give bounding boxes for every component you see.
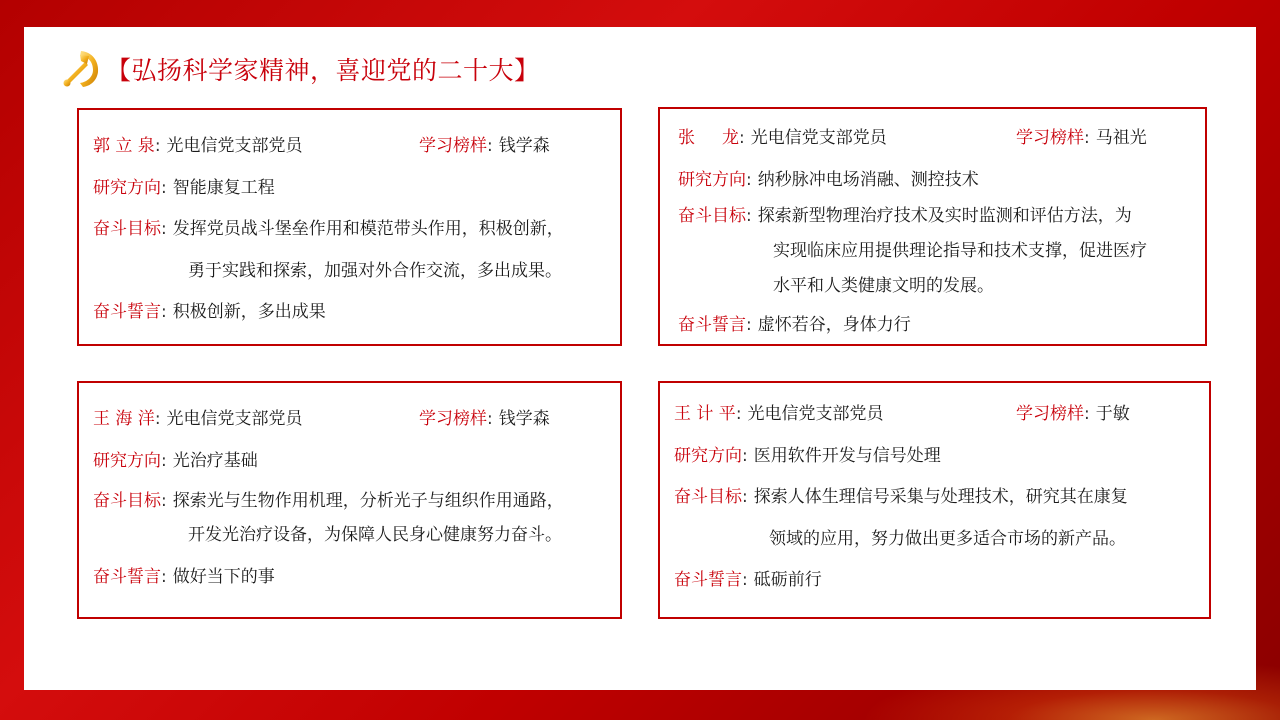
goal-continuation [769, 528, 1201, 550]
direction-label: 研究方向 [678, 170, 746, 190]
member-name: 王 计 平 [674, 404, 736, 424]
mentor-field: 学习榜样: 于敏 [1016, 404, 1130, 424]
goal-line: 领域的应用，努力做出更多适合市场的新产品。 [769, 529, 1126, 549]
member-position: 光电信党支部党员 [750, 128, 887, 148]
mentor-label: 学习榜样 [419, 409, 487, 429]
member-card [658, 107, 1207, 346]
member-name: 王 海 洋 [93, 409, 155, 429]
motto-row: 奋斗誓言: 积极创新，多出成果 [93, 302, 326, 322]
goal-row: 奋斗目标: 探索新型物理治疗技术及实时监测和评估方法，为 [678, 206, 1132, 226]
direction-row: 研究方向: 医用软件开发与信号处理 [674, 446, 941, 466]
member-card [658, 381, 1211, 619]
member-position: 光电信党支部党员 [166, 409, 303, 429]
goal-label: 奋斗目标 [674, 487, 742, 507]
mentor-label: 学习榜样 [1016, 404, 1084, 424]
direction-value: 医用软件开发与信号处理 [753, 446, 941, 466]
goal-label: 奋斗目标 [93, 219, 161, 239]
goal-continuation [188, 524, 612, 546]
title-row [58, 44, 540, 94]
goal-label: 奋斗目标 [678, 206, 746, 226]
member-name: 张 龙 [678, 128, 740, 148]
member-name-row: 郭 立 泉: 光电信党支部党员 学习榜样: 钱学森 [93, 136, 550, 156]
direction-row: 研究方向: 光治疗基础 [93, 451, 258, 471]
mentor-label: 学习榜样 [419, 136, 487, 156]
direction-value: 纳秒脉冲电场消融、测控技术 [757, 170, 979, 190]
direction-row: 研究方向: 智能康复工程 [93, 178, 275, 198]
motto-row: 奋斗誓言: 砥砺前行 [674, 570, 822, 590]
goal-line: 水平和人类健康文明的发展。 [773, 276, 994, 296]
member-name-row: 王 计 平: 光电信党支部党员 学习榜样: 于敏 [674, 404, 1130, 424]
page-title: 【弘扬科学家精神，喜迎党的二十大】 [106, 56, 540, 85]
mentor-value: 钱学森 [498, 136, 550, 156]
goal-row: 奋斗目标: 探索人体生理信号采集与处理技术，研究其在康复 [674, 487, 1128, 507]
goal-continuation [773, 275, 1197, 297]
mentor-field: 学习榜样: 马祖光 [1016, 128, 1147, 148]
member-card [77, 381, 622, 619]
motto-row: 奋斗誓言: 虚怀若谷，身体力行 [678, 315, 911, 335]
direction-row: 研究方向: 纳秒脉冲电场消融、测控技术 [678, 170, 979, 190]
mentor-value: 马祖光 [1095, 128, 1147, 148]
motto-label: 奋斗誓言 [674, 570, 742, 590]
motto-value: 做好当下的事 [172, 567, 275, 587]
member-card [77, 108, 622, 346]
direction-label: 研究方向 [93, 178, 161, 198]
motto-label: 奋斗誓言 [93, 302, 161, 322]
goal-row: 奋斗目标: 探索光与生物作用机理，分析光子与组织作用通路， [93, 491, 564, 511]
goal-label: 奋斗目标 [93, 491, 161, 511]
direction-value: 光治疗基础 [172, 451, 258, 471]
party-emblem-icon [58, 46, 104, 92]
motto-row: 奋斗誓言: 做好当下的事 [93, 567, 275, 587]
mentor-field: 学习榜样: 钱学森 [419, 409, 550, 429]
member-name-row: 王 海 洋: 光电信党支部党员 学习榜样: 钱学森 [93, 409, 550, 429]
motto-label: 奋斗誓言 [93, 567, 161, 587]
goal-line: 勇于实践和探索，加强对外合作交流，多出成果。 [188, 261, 562, 281]
direction-label: 研究方向 [93, 451, 161, 471]
motto-label: 奋斗誓言 [678, 315, 746, 335]
motto-value: 砥砺前行 [753, 570, 822, 590]
goal-continuation [773, 240, 1197, 262]
goal-continuation [188, 260, 612, 282]
goal-line: 开发光治疗设备，为保障人民身心健康努力奋斗。 [188, 525, 562, 545]
motto-value: 虚怀若谷，身体力行 [757, 315, 911, 335]
mentor-field: 学习榜样: 钱学森 [419, 136, 550, 156]
goal-line: 实现临床应用提供理论指导和技术支撑，促进医疗 [773, 241, 1147, 261]
goal-line: 探索新型物理治疗技术及实时监测和评估方法，为 [757, 206, 1132, 226]
goal-line: 探索光与生物作用机理，分析光子与组织作用通路， [172, 491, 564, 511]
goal-line: 探索人体生理信号采集与处理技术，研究其在康复 [753, 487, 1128, 507]
mentor-value: 于敏 [1095, 404, 1130, 424]
member-position: 光电信党支部党员 [747, 404, 884, 424]
member-name-row: 张 龙: 光电信党支部党员 学习榜样: 马祖光 [678, 128, 1147, 148]
member-position: 光电信党支部党员 [166, 136, 303, 156]
goal-line: 发挥党员战斗堡垒作用和模范带头作用，积极创新， [172, 219, 564, 239]
goal-row: 奋斗目标: 发挥党员战斗堡垒作用和模范带头作用，积极创新， [93, 219, 564, 239]
motto-value: 积极创新，多出成果 [172, 302, 326, 322]
direction-value: 智能康复工程 [172, 178, 275, 198]
member-name: 郭 立 泉 [93, 136, 155, 156]
mentor-value: 钱学森 [498, 409, 550, 429]
mentor-label: 学习榜样 [1016, 128, 1084, 148]
direction-label: 研究方向 [674, 446, 742, 466]
